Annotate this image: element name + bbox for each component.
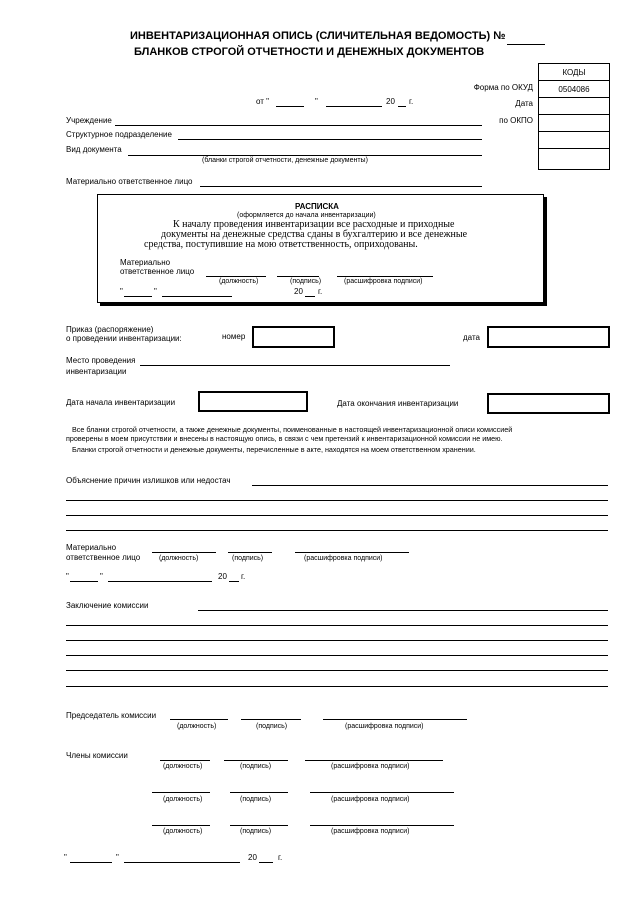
receipt-day-line[interactable]	[124, 296, 152, 297]
codes-table	[538, 63, 610, 170]
resp2-position-hint: (должность)	[159, 555, 199, 562]
date-label: Дата	[515, 99, 533, 108]
order-label1: Приказ (распоряжение)	[66, 325, 154, 334]
place-label2: инвентаризации	[66, 367, 127, 376]
resp2-day-line[interactable]	[70, 581, 98, 582]
receipt-year-prefix: 20	[294, 287, 303, 296]
conclusion-line-6[interactable]	[66, 686, 608, 687]
receipt-person1: Материально	[120, 258, 171, 267]
receipt-month-line[interactable]	[162, 296, 232, 297]
member2-decode-line[interactable]	[310, 792, 454, 793]
receipt-title: РАСПИСКА	[295, 202, 339, 211]
resp2-position-line[interactable]	[152, 552, 216, 553]
receipt-year-line[interactable]	[305, 296, 315, 297]
final-day-line[interactable]	[70, 862, 112, 863]
resp2-signature-hint: (подпись)	[232, 555, 264, 562]
place-label1: Место проведения	[66, 356, 136, 365]
member3-position-hint: (должность)	[163, 828, 203, 835]
final-q2: "	[116, 853, 119, 862]
member2-position-hint: (должность)	[163, 796, 203, 803]
resp2-year-prefix: 20	[218, 572, 227, 581]
date-quote: "	[315, 97, 318, 106]
chairman-position-hint: (должность)	[177, 723, 217, 730]
order-date-label: дата	[463, 333, 480, 342]
institution-field[interactable]	[115, 125, 482, 126]
resp2-label2: ответственное лицо	[66, 553, 141, 562]
final-year-prefix: 20	[248, 853, 257, 862]
start-date-label: Дата начала инвентаризации	[66, 398, 176, 407]
conclusion-line-1[interactable]	[198, 610, 608, 611]
explanation-line-3[interactable]	[66, 515, 608, 516]
date-from-label: от "	[256, 97, 269, 106]
responsible-label: Материально ответственное лицо	[66, 177, 193, 186]
conclusion-line-3[interactable]	[66, 640, 608, 641]
receipt-signature-hint: (подпись)	[290, 278, 322, 285]
member2-decode-hint: (расшифровка подписи)	[331, 796, 410, 803]
receipt-signature-line[interactable]	[277, 276, 319, 277]
member1-position-line[interactable]	[160, 760, 210, 761]
resp2-decode-hint: (расшифровка подписи)	[304, 555, 383, 562]
codes-header: КОДЫ	[539, 64, 610, 81]
okpo-code-cell[interactable]	[539, 115, 610, 132]
doc-type-field[interactable]	[128, 155, 482, 156]
explanation-line-4[interactable]	[66, 530, 608, 531]
blank-code-cell-1[interactable]	[539, 132, 610, 149]
responsible-field[interactable]	[200, 186, 482, 187]
form-number-line[interactable]	[507, 44, 545, 45]
member1-decode-hint: (расшифровка подписи)	[331, 763, 410, 770]
okpo-label: по ОКПО	[499, 116, 533, 125]
order-label2: о проведении инвентаризации:	[66, 334, 182, 343]
receipt-decode-hint: (расшифровка подписи)	[344, 278, 423, 285]
receipt-position-hint: (должность)	[219, 278, 259, 285]
resp2-year-suffix: г.	[241, 572, 246, 581]
chairman-decode-hint: (расшифровка подписи)	[345, 723, 424, 730]
end-date-box[interactable]	[487, 393, 610, 414]
members-label: Члены комиссии	[66, 751, 128, 760]
chairman-position-line[interactable]	[170, 719, 228, 720]
institution-label: Учреждение	[66, 116, 112, 125]
doc-type-hint: (бланки строгой отчетности, денежные документы)	[202, 157, 368, 164]
explanation-line-2[interactable]	[66, 500, 608, 501]
end-date-label: Дата окончания инвентаризации	[337, 399, 459, 408]
conclusion-label: Заключение комиссии	[66, 601, 149, 610]
resp2-decode-line[interactable]	[295, 552, 409, 553]
conclusion-line-2[interactable]	[66, 625, 608, 626]
receipt-line1: К началу проведения инвентаризации все расходные и приходные	[173, 219, 455, 230]
conclusion-line-5[interactable]	[66, 670, 608, 671]
statement-line3: Бланки строгой отчетности и денежные документы, перечисленные в акте, находятся на моем ответственном хранении.	[72, 445, 476, 454]
chairman-decode-line[interactable]	[323, 719, 467, 720]
resp2-label1: Материально	[66, 543, 117, 552]
final-q1: "	[64, 853, 67, 862]
member3-signature-line[interactable]	[230, 825, 288, 826]
receipt-q1: "	[120, 287, 123, 296]
receipt-line3: средства, поступившие на мою ответственность, оприходованы.	[144, 239, 418, 250]
member1-signature-line[interactable]	[224, 760, 288, 761]
resp2-signature-line[interactable]	[228, 552, 272, 553]
member3-decode-hint: (расшифровка подписи)	[331, 828, 410, 835]
start-date-box[interactable]	[198, 391, 308, 412]
explanation-label: Объяснение причин излишков или недостач	[66, 476, 231, 485]
member2-signature-hint: (подпись)	[240, 796, 272, 803]
order-date-box[interactable]	[487, 326, 610, 348]
resp2-q1: "	[66, 572, 69, 581]
blank-code-cell-2[interactable]	[539, 149, 610, 170]
subdivision-field[interactable]	[178, 139, 482, 140]
date-code-cell[interactable]	[539, 98, 610, 115]
member1-position-hint: (должность)	[163, 763, 203, 770]
member2-signature-line[interactable]	[230, 792, 288, 793]
receipt-subtitle: (оформляется до начала инвентаризации)	[237, 212, 376, 219]
form-title-line1: ИНВЕНТАРИЗАЦИОННАЯ ОПИСЬ (СЛИЧИТЕЛЬНАЯ ВЕДОМОСТЬ) №	[130, 30, 506, 42]
date-year-prefix: 20	[386, 97, 395, 106]
chairman-label: Председатель комиссии	[66, 711, 157, 720]
receipt-year-suffix: г.	[318, 287, 323, 296]
doc-type-label: Вид документа	[66, 145, 122, 154]
final-month-line[interactable]	[124, 862, 240, 863]
chairman-signature-line[interactable]	[241, 719, 301, 720]
explanation-line-1[interactable]	[252, 485, 608, 486]
subdivision-label: Структурное подразделение	[66, 130, 172, 139]
member1-decode-line[interactable]	[305, 760, 443, 761]
member2-position-line[interactable]	[152, 792, 210, 793]
date-year-line[interactable]	[398, 106, 406, 107]
receipt-line2: документы на денежные средства сданы в бухгалтерию и все денежные	[161, 229, 468, 240]
receipt-person2: ответственное лицо	[120, 267, 195, 276]
form-title-line2: БЛАНКОВ СТРОГОЙ ОТЧЕТНОСТИ И ДЕНЕЖНЫХ ДОКУМЕНТОВ	[134, 46, 485, 58]
receipt-position-line[interactable]	[206, 276, 266, 277]
final-year-suffix: г.	[278, 853, 283, 862]
member3-signature-hint: (подпись)	[240, 828, 272, 835]
okud-value: 0504086	[539, 81, 610, 98]
resp2-year-line[interactable]	[229, 581, 239, 582]
order-number-box[interactable]	[252, 326, 335, 348]
date-month-line[interactable]	[326, 106, 382, 107]
conclusion-line-4[interactable]	[66, 655, 608, 656]
resp2-month-line[interactable]	[108, 581, 212, 582]
statement-line1: Все бланки строгой отчетности, а также денежные документы, поименованные в настоящей инвентаризационной описи комиссией	[72, 425, 513, 434]
chairman-signature-hint: (подпись)	[256, 723, 288, 730]
member1-signature-hint: (подпись)	[240, 763, 272, 770]
resp2-q2: "	[100, 572, 103, 581]
final-year-line[interactable]	[259, 862, 273, 863]
statement-line2: проверены в моем присутствии и внесены в настоящую опись, в связи с чем претензий к инвентаризационной комиссии не имею.	[66, 434, 503, 443]
member3-decode-line[interactable]	[310, 825, 454, 826]
receipt-q2: "	[154, 287, 157, 296]
place-field[interactable]	[140, 365, 450, 366]
receipt-decode-line[interactable]	[337, 276, 433, 277]
member3-position-line[interactable]	[152, 825, 210, 826]
date-year-suffix: г.	[409, 97, 414, 106]
date-day-line[interactable]	[276, 106, 304, 107]
okud-label: Форма по ОКУД	[473, 83, 533, 92]
order-number-label: номер	[222, 332, 246, 341]
